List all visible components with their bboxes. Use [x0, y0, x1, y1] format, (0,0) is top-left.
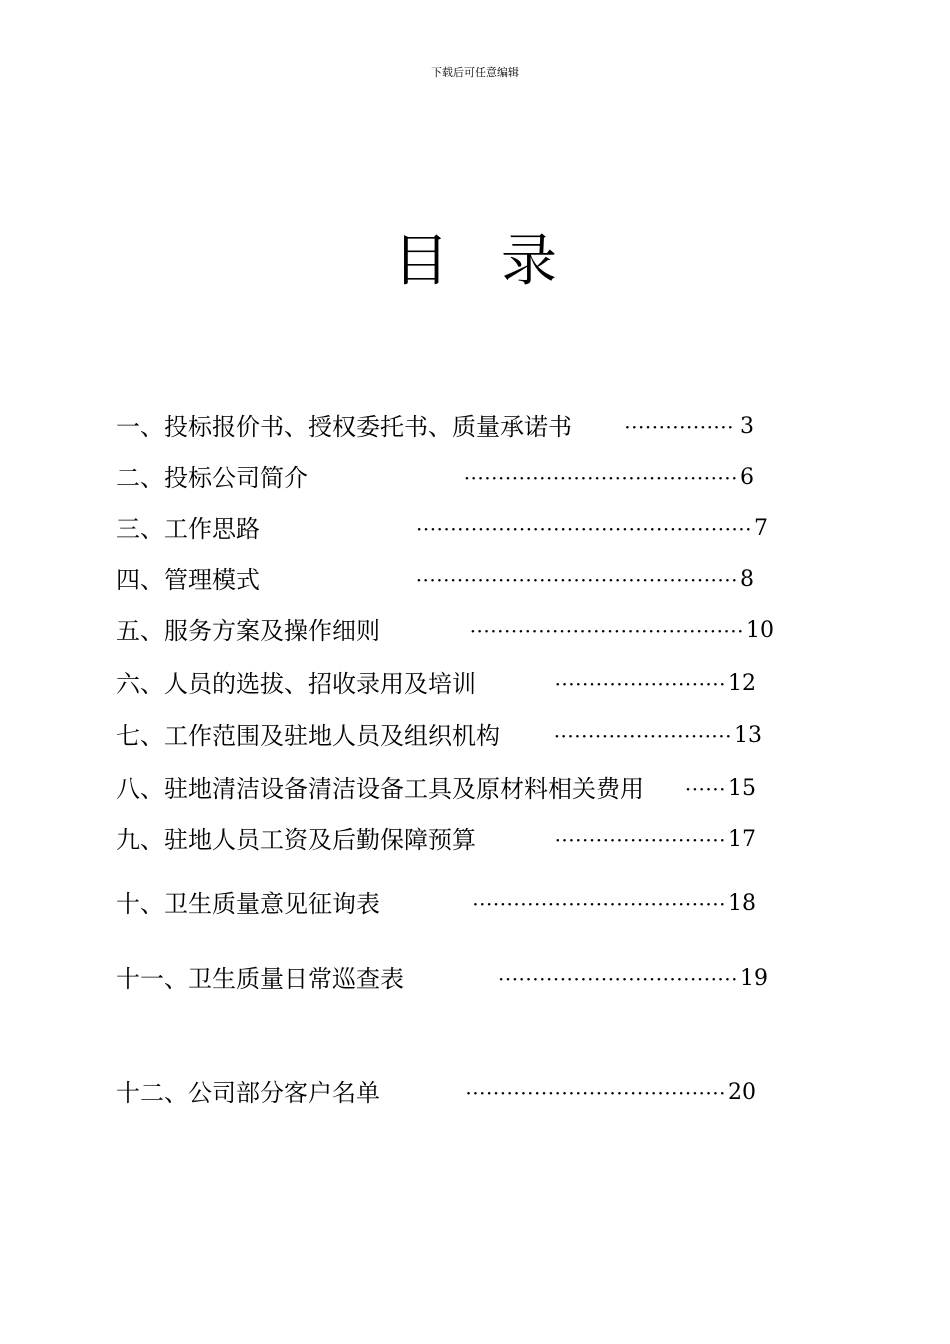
- toc-dot-leader: ······································: [465, 1081, 726, 1105]
- page-title: 目录: [393, 229, 609, 294]
- toc-page-number: 8: [740, 567, 754, 592]
- toc-dot-leader: ········································: [469, 619, 744, 643]
- toc-dot-leader: ················: [624, 415, 734, 439]
- toc-entry-label: 三、工作思路: [116, 515, 260, 543]
- toc-entry-label: 一、投标报价书、授权委托书、质量承诺书: [116, 413, 572, 441]
- toc-dot-leader: ·························: [554, 672, 726, 696]
- toc-dot-leader: ········································: [463, 466, 738, 490]
- toc-dot-leader: ······: [684, 777, 726, 801]
- toc-entry[interactable]: [116, 511, 768, 547]
- toc-dot-leader: ·················································: [415, 517, 752, 541]
- toc-entry-label: 九、驻地人员工资及后勤保障预算: [116, 826, 476, 854]
- toc-page-number: 15: [728, 776, 756, 801]
- toc-page-number: 3: [740, 414, 754, 439]
- toc-page-number: 17: [728, 827, 756, 852]
- toc-page-number: 6: [740, 465, 754, 490]
- toc-dot-leader: ···································: [497, 967, 738, 991]
- toc-dot-leader: ··························: [553, 724, 732, 748]
- toc-dot-leader: ·························: [554, 828, 726, 852]
- toc-page-number: 7: [754, 516, 768, 541]
- toc-entry[interactable]: [116, 961, 768, 997]
- header-note: 下载后可任意编辑: [431, 66, 519, 79]
- toc-entry[interactable]: [116, 822, 768, 858]
- toc-entry[interactable]: [116, 771, 768, 807]
- toc-entry-label: 六、人员的选拔、招收录用及培训: [116, 670, 476, 698]
- toc-entry-label: 五、服务方案及操作细则: [116, 617, 380, 645]
- toc-entry-label: 十二、公司部分客户名单: [116, 1079, 380, 1107]
- toc-entry[interactable]: [116, 562, 768, 598]
- toc-entry-label: 八、驻地清洁设备清洁设备工具及原材料相关费用: [116, 775, 644, 803]
- toc-page-number: 10: [746, 618, 774, 643]
- toc-dot-leader: ·····································: [472, 892, 726, 916]
- toc-entry[interactable]: [116, 666, 768, 702]
- toc-entry-label: 四、管理模式: [116, 566, 260, 594]
- toc-entry[interactable]: [116, 613, 774, 649]
- toc-page-number: 12: [728, 671, 756, 696]
- toc-entry[interactable]: [116, 886, 768, 922]
- toc-dot-leader: ···············································: [415, 568, 738, 592]
- toc-entry-label: 十一、卫生质量日常巡查表: [116, 965, 404, 993]
- toc-page-number: 18: [728, 891, 756, 916]
- toc-entry[interactable]: [116, 718, 768, 754]
- toc-page-number: 19: [740, 966, 768, 991]
- toc-entry-label: 十、卫生质量意见征询表: [116, 890, 380, 918]
- toc-entry-label: 二、投标公司简介: [116, 464, 308, 492]
- toc-entry-label: 七、工作范围及驻地人员及组织机构: [116, 722, 500, 750]
- toc-entry[interactable]: [116, 409, 768, 445]
- toc-entry[interactable]: [116, 1075, 768, 1111]
- toc-entry[interactable]: [116, 460, 768, 496]
- toc-page-number: 13: [734, 723, 762, 748]
- toc-page-number: 20: [728, 1080, 756, 1105]
